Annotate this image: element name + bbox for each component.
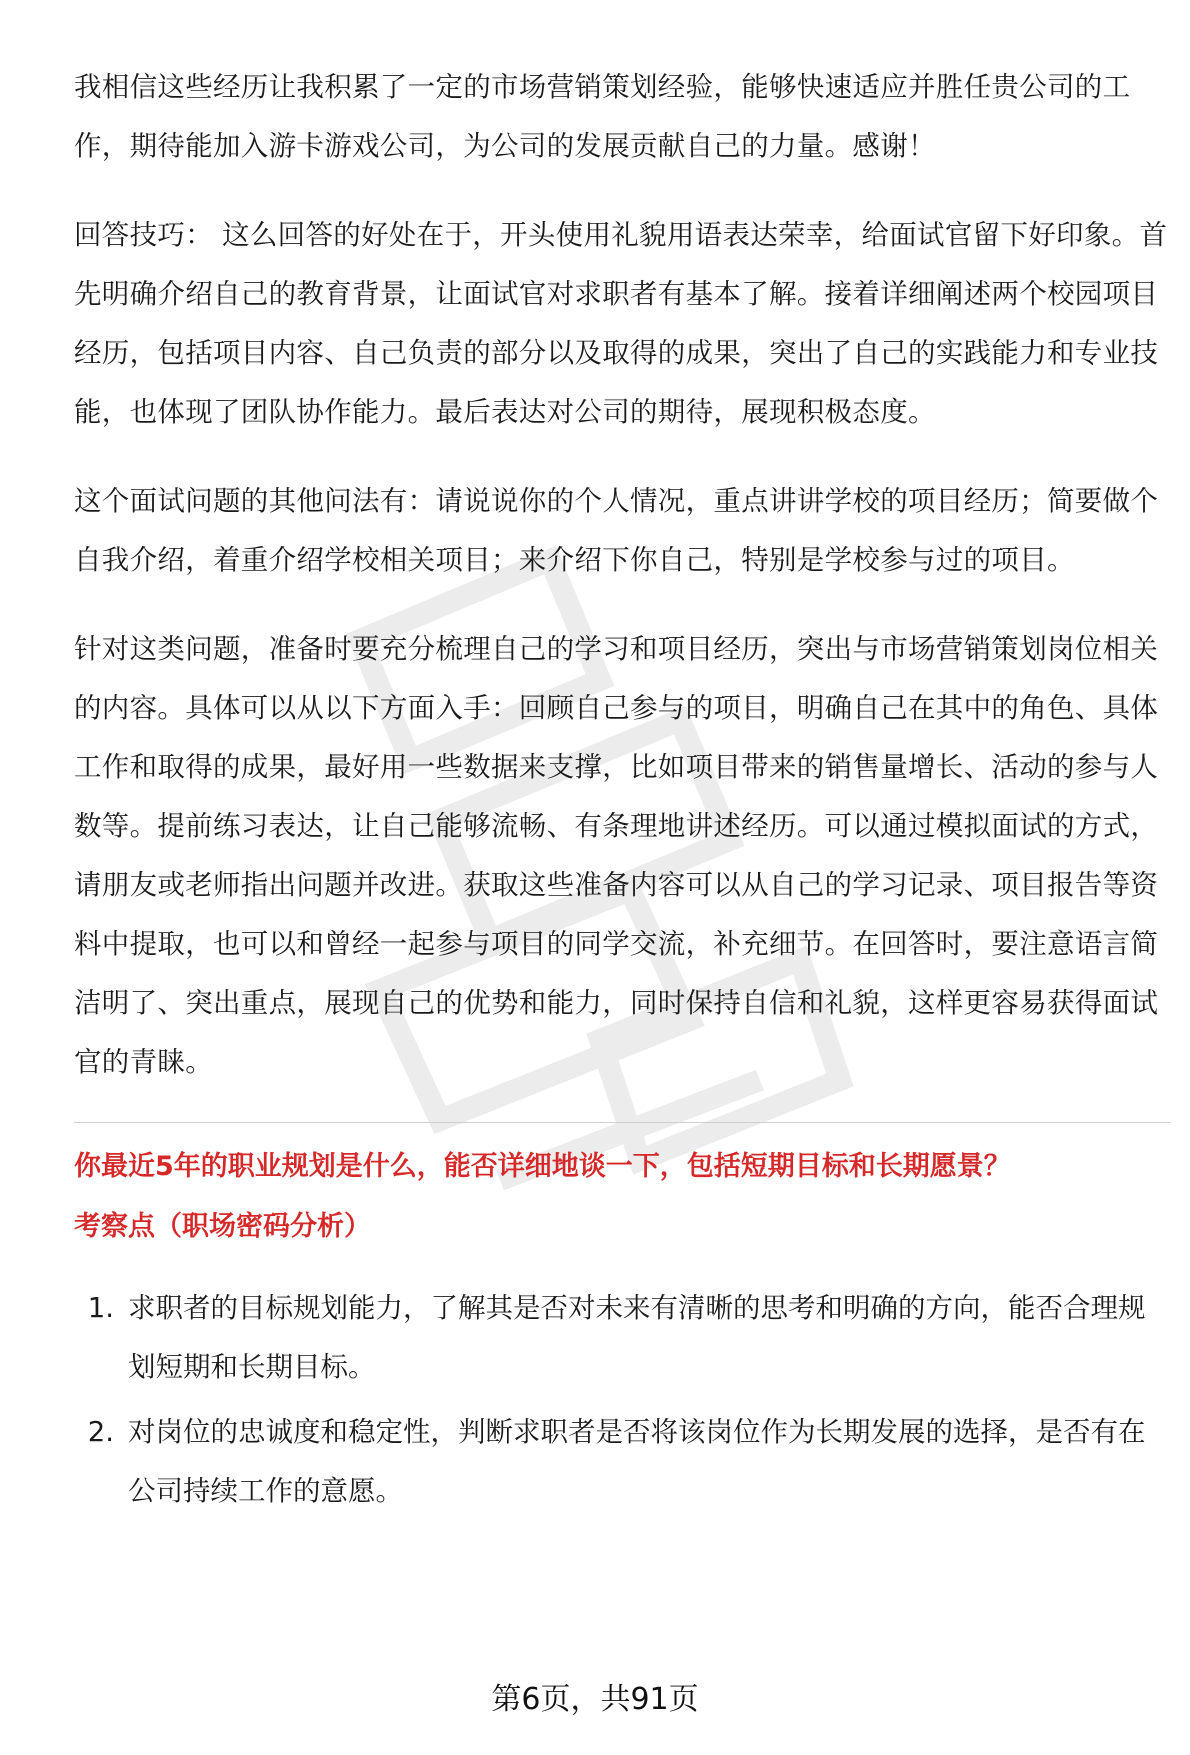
list-item-number: 1. — [87, 1292, 114, 1324]
paragraph-alternate-questions: 这个面试问题的其他问法有：请说说你的个人情况，重点讲讲学校的项目经历；简要做个自我介绍，着重介绍学校相关项目；来介绍下你自己，特别是学校参与过的项目。 — [74, 485, 1159, 576]
list-item-text: 对岗位的忠诚度和稳定性，判断求职者是否将该岗位作为长期发展的选择，是否有在公司持续工作的意愿。 — [128, 1416, 1146, 1507]
main-content — [74, 58, 1170, 1527]
list-item-text: 求职者的目标规划能力，了解其是否对未来有清晰的思考和明确的方向，能否合理规划短期和长期目标。 — [128, 1292, 1146, 1383]
list-item — [74, 1403, 1170, 1521]
paragraph-closing: 我相信这些经历让我积累了一定的市场营销策划经验，能够快速适应并胜任贵公司的工作，期待能加入游卡游戏公司，为公司的发展贡献自己的力量。感谢！ — [74, 71, 1131, 162]
section-divider — [74, 1122, 1170, 1123]
question-heading: 你最近5年的职业规划是什么，能否详细地谈一下，包括短期目标和长期愿景？ — [74, 1151, 1011, 1182]
assessment-heading: 考察点（职场密码分析） — [74, 1211, 371, 1242]
list-item — [74, 1279, 1170, 1397]
paragraph-preparation-advice: 针对这类问题，准备时要充分梳理自己的学习和项目经历，突出与市场营销策划岗位相关的内容。具体可以从以下方面入手：回顾自己参与的项目，明确自己在其中的角色、具体工作和取得的成果，最好用一些数据来支撑，比如项目带来的销售量增长、活动的参与人数等。提前练习表达，让自己能够流畅、有条理地讲述经历。可以通过模拟面试的方式，请朋友或老师指出问题并改进。获取这些准备内容可以从自己的学习记录、项目报告等资料中提取，也可以和曾经一起参与项目的同学交流，补充细节。在回答时，要注意语言简洁明了、突出重点，展现自己的优势和能力，同时保持自信和礼貌，这样更容易获得面试官的青睐。 — [74, 633, 1159, 1078]
assessment-points-list — [74, 1279, 1170, 1521]
paragraph-answer-tips: 回答技巧： 这么回答的好处在于，开头使用礼貌用语表达荣幸，给面试官留下好印象。首先明确介绍自己的教育背景，让面试官对求职者有基本了解。接着详细阐述两个校园项目经历，包括项目内容、自己负责的部分以及取得的成果，突出了自己的实践能力和专业技能，也体现了团队协作能力。最后表达对公司的期待，展现积极态度。 — [74, 219, 1168, 428]
list-item-number: 2. — [87, 1416, 114, 1448]
page-footer: 第6页，共91页 — [491, 1682, 699, 1717]
